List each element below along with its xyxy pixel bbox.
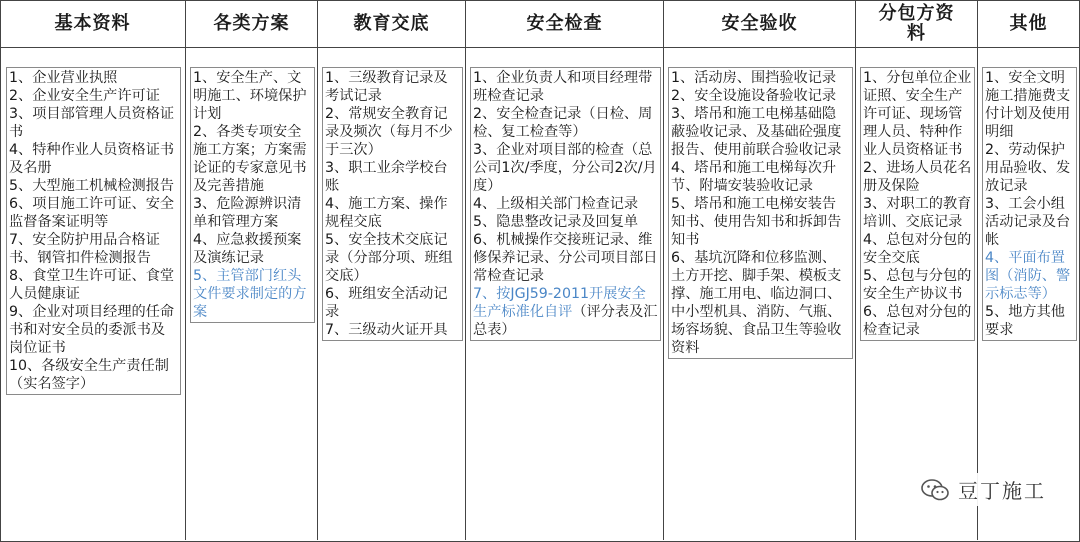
list-item-text: 2、安全设施设备验收记录 [671,88,837,104]
list-item-text: 5、大型施工机械检测报告 [9,178,175,194]
column-header: 分包方资料 [856,0,977,48]
list-item [671,195,850,249]
list-item [985,141,1074,195]
list-item [473,69,658,105]
column-plans [186,0,318,540]
list-item-text: 4、塔吊和施工电梯每次升节、附墙安装验收记录 [671,160,837,194]
list-item [325,159,460,195]
list-item [193,123,312,195]
list-item [985,195,1074,249]
list-item-text: 1、三级教育记录及考试记录 [325,70,448,104]
list-item-text: 9、企业对项目经理的任命书和对安全员的委派书及岗位证书 [9,304,175,356]
list-item [671,249,850,357]
list-item [473,213,658,231]
list-item-suffix: （评分表及汇总表） [473,304,658,338]
list-item [9,231,178,267]
list-item [325,195,460,231]
list-item [863,303,972,339]
column-other [978,0,1079,540]
list-item-text: 1、安全文明施工措施费支付计划及使用明细 [985,70,1071,140]
list-item [325,69,460,105]
list-item [473,141,658,195]
list-item [325,285,460,321]
list-item-text: 5、塔吊和施工电梯安装告知书、使用告知书和拆卸告知书 [671,196,842,248]
list-item-text: 3、危险源辨识清单和管理方案 [193,196,302,230]
column-subcontractor [856,0,978,540]
list-item [325,105,460,159]
list-item-text: 3、工会小组活动记录及台帐 [985,196,1071,248]
list-item [325,321,460,339]
column-header: 基本资料 [0,0,185,48]
column-cell [470,67,661,341]
list-item [985,249,1074,303]
column-basic-info [0,0,186,540]
column-cell [860,67,975,341]
list-item-text: 10、各级安全生产责任制（实名签字） [9,358,169,392]
list-item [193,195,312,231]
column-education [318,0,466,540]
list-item [863,231,972,267]
list-item [9,105,178,141]
list-item-text: 5、总包与分包的安全生产协议书 [863,268,972,302]
watermark [914,473,1052,506]
list-item [193,267,312,321]
list-item-text: 5、隐患整改记录及回复单 [473,214,639,230]
list-item-text: 3、项目部管理人员资格证书 [9,106,175,140]
column-acceptance [664,0,856,540]
list-item [9,69,178,87]
list-item [9,303,178,357]
list-item [9,87,178,105]
list-item-text: 3、职工业余学校台账 [325,160,448,194]
list-item-text: 4、平面布置图（消防、警示标志等） [985,250,1071,302]
list-item [985,303,1074,339]
column-cell [6,67,181,395]
list-item [325,231,460,285]
list-item-text: 6、总包对分包的检查记录 [863,304,972,338]
column-header: 教育交底 [318,0,465,48]
list-item-text: 3、对职工的教育培训、交底记录 [863,196,972,230]
list-item-text: 7、三级动火证开具 [325,322,448,338]
list-item [671,105,850,159]
list-item [473,105,658,141]
list-item-text: 3、塔吊和施工电梯基础隐蔽验收记录、及基础砼强度报告、使用前联合验收记录 [671,106,842,158]
list-item [985,69,1074,141]
list-item [671,69,850,87]
wechat-icon [920,479,950,501]
list-item-text: 6、班组安全活动记录 [325,286,448,320]
list-item [671,87,850,105]
list-item-text: 2、进场人员花名册及保险 [863,160,972,194]
list-item-text: 5、安全技术交底记录（分部分项、班组交底） [325,232,453,284]
list-item-text: 8、食堂卫生许可证、食堂人员健康证 [9,268,175,302]
list-item [193,231,312,267]
list-item-text: 6、项目施工许可证、安全监督备案证明等 [9,196,175,230]
list-item [473,231,658,285]
list-item-text: 1、企业营业执照 [9,70,118,86]
list-item [863,267,972,303]
list-item-text: 4、应急救援预案及演练记录 [193,232,302,266]
list-item-text: 5、地方其他要求 [985,304,1065,338]
list-item-text: 1、分包单位企业证照、安全生产许可证、现场管理人员、特种作业人员资格证书 [863,70,972,158]
list-item-text: 6、基坑沉降和位移监测、土方开挖、脚手架、模板支撑、施工用电、临边洞口、中小型机具、消防、气瓶、场容场貌、食品卫生等验收资料 [671,250,842,356]
list-item-text: 2、企业安全生产许可证 [9,88,160,104]
column-header: 各类方案 [186,0,317,48]
list-item-text: 5、主管部门红头文件要求制定的方案 [193,268,307,320]
column-header: 其他 [978,0,1079,48]
list-item [9,177,178,195]
list-item [9,141,178,177]
list-item-text: 1、安全生产、文明施工、环境保护计划 [193,70,307,122]
list-item-text: 4、上级相关部门检查记录 [473,196,639,212]
list-item-text: 4、施工方案、操作规程交底 [325,196,448,230]
column-cell [982,67,1077,341]
watermark-text: 豆丁施工 [958,479,1046,503]
column-header: 安全检查 [466,0,663,48]
list-item [473,195,658,213]
list-item-text: 4、特种作业人员资格证书及名册 [9,142,175,176]
list-item-text: 2、常规安全教育记录及频次（每月不少于三次） [325,106,453,158]
column-cell [322,67,463,341]
list-item-text: 2、安全检查记录（日检、周检、复工检查等） [473,106,653,140]
list-item [863,159,972,195]
list-item [671,159,850,195]
list-item [9,357,178,393]
list-item [193,69,312,123]
list-item [863,195,972,231]
list-item-text: 1、活动房、围挡验收记录 [671,70,837,86]
column-cell [668,67,853,359]
list-item-text: 4、总包对分包的安全交底 [863,232,972,266]
column-cell [190,67,315,323]
list-item-text: 7、按JGJ59-2011开展安全生产标准化自评 [473,286,646,320]
list-item [9,267,178,303]
list-item-text: 6、机械操作交接班记录、维修保养记录、分公司项目部日常检查记录 [473,232,658,284]
column-inspection [466,0,664,540]
list-item-text: 2、各类专项安全施工方案；方案需论证的专家意见书及完善措施 [193,124,307,194]
list-item [863,69,972,159]
list-item-text: 3、企业对项目部的检查（总公司1次/季度，分公司2次/月度） [473,142,657,194]
list-item-text: 7、安全防护用品合格证书、钢管扣件检测报告 [9,232,160,266]
list-item [473,285,658,339]
list-item [9,195,178,231]
column-header: 安全验收 [664,0,855,48]
list-item-text: 1、企业负责人和项目经理带班检查记录 [473,70,653,104]
list-item-text: 2、劳动保护用品验收、发放记录 [985,142,1071,194]
